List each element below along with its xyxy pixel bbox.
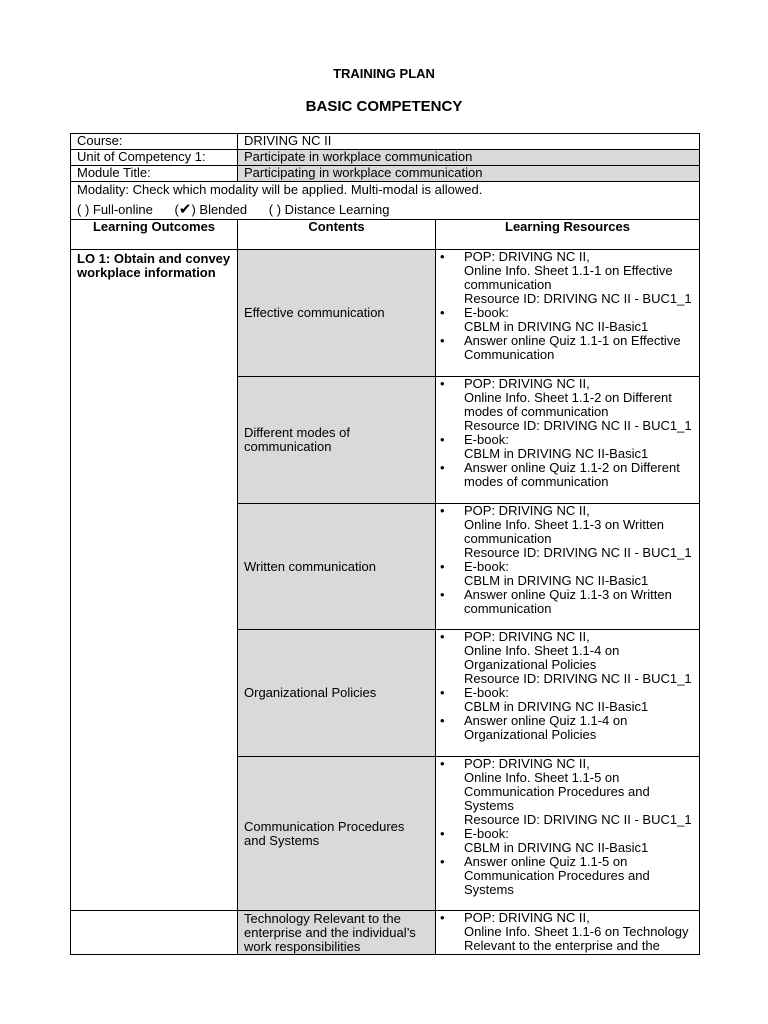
- resource-item: • Answer online Quiz 1.1-4 on Organizational Policies: [464, 714, 695, 742]
- option-full-online[interactable]: ( ) Full-online: [77, 202, 153, 217]
- resource-item: • POP: DRIVING NC II, Online Info. Sheet 1.1-3 on Written communication Resource ID: DRIVING NC II - BUC1_1: [464, 504, 695, 560]
- course-label: Course:: [71, 134, 238, 150]
- resource-item: • E-book: CBLM in DRIVING NC II-Basic1: [464, 433, 695, 461]
- unit-row: [71, 150, 700, 166]
- blended-label: ) Blended: [191, 202, 248, 217]
- resources-list: [436, 504, 695, 616]
- table-row: [71, 911, 700, 955]
- course-row: [71, 134, 700, 150]
- resource-item: • POP: DRIVING NC II, Online Info. Sheet 1.1-5 on Communication Procedures and Systems Resource ID: DRIVING NC II - BUC1_1: [464, 757, 695, 827]
- resources-cell: [436, 377, 700, 504]
- unit-value: Participate in workplace communication: [238, 150, 700, 166]
- course-value: DRIVING NC II: [238, 134, 700, 150]
- resource-item: • E-book: CBLM in DRIVING NC II-Basic1: [464, 560, 695, 588]
- modality-instruction: Modality: Check which modality will be applied. Multi-modal is allowed.: [77, 182, 483, 197]
- resources-cell: [436, 504, 700, 630]
- content-cell: Organizational Policies: [238, 630, 436, 757]
- modality-options: [77, 202, 693, 218]
- module-label: Module Title:: [71, 166, 238, 182]
- content-cell: Technology Relevant to the enterprise and the individual’s work responsibilities: [238, 911, 436, 955]
- resource-item: • Answer online Quiz 1.1-2 on Different modes of communication: [464, 461, 695, 489]
- resources-list: [436, 630, 695, 742]
- resource-item: • E-book: CBLM in DRIVING NC II-Basic1: [464, 686, 695, 714]
- learning-outcome-1: LO 1: Obtain and convey workplace information: [71, 250, 238, 911]
- resource-item: • Answer online Quiz 1.1-3 on Written communication: [464, 588, 695, 616]
- resources-cell: [436, 911, 700, 955]
- resource-item: • E-book: CBLM in DRIVING NC II-Basic1: [464, 306, 695, 334]
- content-cell: Communication Procedures and Systems: [238, 757, 436, 911]
- header-learning-resources: Learning Resources: [436, 220, 700, 250]
- unit-label: Unit of Competency 1:: [71, 150, 238, 166]
- option-distance-learning[interactable]: ( ) Distance Learning: [268, 202, 390, 217]
- document-title: TRAINING PLAN: [333, 66, 435, 81]
- resources-cell: [436, 250, 700, 377]
- table-row: [71, 250, 700, 377]
- content-cell: Different modes of communication: [238, 377, 436, 504]
- resource-item: • Answer online Quiz 1.1-5 on Communication Procedures and Systems: [464, 855, 695, 897]
- resources-cell: [436, 630, 700, 757]
- content-cell: Effective communication: [238, 250, 436, 377]
- column-header-row: [71, 220, 700, 250]
- resource-item: • POP: DRIVING NC II, Online Info. Sheet 1.1-6 on Technology Relevant to the enterprise and the: [464, 911, 695, 953]
- resources-list: [436, 911, 695, 953]
- resources-list: [436, 377, 695, 489]
- modality-row: [71, 182, 700, 220]
- option-blended[interactable]: [175, 202, 251, 217]
- blended-open-paren: (: [174, 202, 179, 217]
- content-cell: Written communication: [238, 504, 436, 630]
- resource-item: • Answer online Quiz 1.1-1 on Effective Communication: [464, 334, 695, 362]
- resource-item: • POP: DRIVING NC II, Online Info. Sheet 1.1-1 on Effective communication Resource ID: DRIVING NC II - BUC1_1: [464, 250, 695, 306]
- check-icon: ✔: [178, 201, 192, 218]
- header-contents: Contents: [238, 220, 436, 250]
- module-row: [71, 166, 700, 182]
- resource-item: • POP: DRIVING NC II, Online Info. Sheet 1.1-4 on Organizational Policies Resource ID: DRIVING NC II - BUC1_1: [464, 630, 695, 686]
- resource-item: • POP: DRIVING NC II, Online Info. Sheet 1.1-2 on Different modes of communication Resource ID: DRIVING NC II - BUC1_1: [464, 377, 695, 433]
- resources-list: [436, 757, 695, 897]
- document-subtitle: BASIC COMPETENCY: [305, 98, 463, 115]
- resources-list: [436, 250, 695, 362]
- resources-cell: [436, 757, 700, 911]
- learning-outcome-empty: [71, 911, 238, 955]
- header-learning-outcomes: Learning Outcomes: [71, 220, 238, 250]
- resource-item: • E-book: CBLM in DRIVING NC II-Basic1: [464, 827, 695, 855]
- training-plan-table: [70, 133, 700, 955]
- module-value: Participating in workplace communication: [238, 166, 700, 182]
